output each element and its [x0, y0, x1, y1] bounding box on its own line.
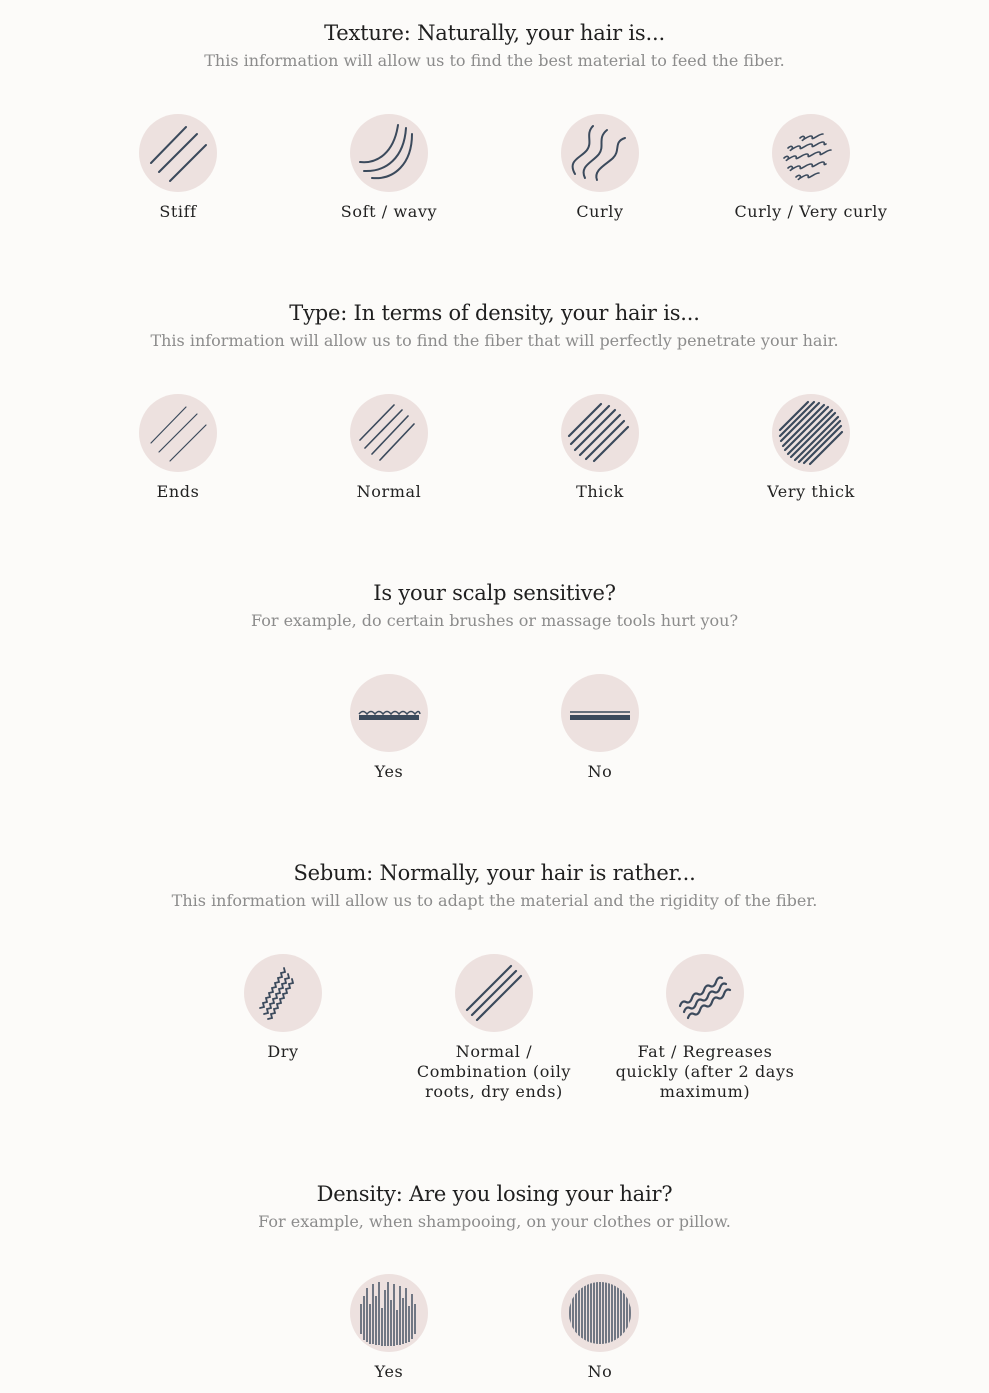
option-soft-wavy[interactable]: [294, 114, 484, 222]
density-question-title: Density: Are you losing your hair?: [316, 1182, 673, 1206]
option-label: Stiff: [159, 202, 197, 221]
option-label: Very thick: [767, 482, 855, 501]
option-loss-yes[interactable]: [294, 1274, 484, 1382]
curly-hair-icon: [561, 114, 639, 192]
full-hair-icon: [561, 1274, 639, 1352]
texture-question-title: Texture: Naturally, your hair is...: [324, 21, 665, 45]
density-question-subtitle: For example, when shampooing, on your clothes or pillow.: [258, 1212, 731, 1231]
scalp-question-title: Is your scalp sensitive?: [373, 581, 616, 605]
option-label: Normal / Combination (oily roots, dry ends): [416, 1042, 572, 1101]
sebum-question-subtitle: This information will allow us to adapt the material and the rigidity of the fiber.: [171, 891, 818, 910]
sebum-question-title: Sebum: Normally, your hair is rather...: [293, 861, 696, 885]
option-normal[interactable]: [294, 394, 484, 502]
density-question: [0, 1181, 989, 1233]
combination-hair-icon: [455, 954, 533, 1032]
texture-question: [0, 20, 989, 72]
option-label: Dry: [267, 1042, 299, 1061]
wavy-hair-icon: [350, 114, 428, 192]
fine-hair-icon: [139, 394, 217, 472]
sebum-question: [0, 860, 989, 912]
option-ends[interactable]: [83, 394, 273, 502]
option-label: Fat / Regreases quickly (after 2 days maximum): [615, 1042, 795, 1101]
normal-hair-icon: [350, 394, 428, 472]
option-label: Ends: [156, 482, 200, 501]
option-curly[interactable]: [505, 114, 695, 222]
option-very-curly[interactable]: [716, 114, 906, 222]
option-scalp-yes[interactable]: [294, 674, 484, 782]
dry-hair-icon: [244, 954, 322, 1032]
texture-question-subtitle: This information will allow us to find the best material to feed the fiber.: [204, 51, 785, 70]
option-label: Curly / Very curly: [734, 202, 888, 221]
thick-hair-icon: [561, 394, 639, 472]
option-oily[interactable]: [610, 954, 800, 1102]
option-label: Thick: [576, 482, 624, 501]
straight-hair-icon: [139, 114, 217, 192]
option-label: Curly: [576, 202, 624, 221]
option-stiff[interactable]: [83, 114, 273, 222]
very-curly-hair-icon: [772, 114, 850, 192]
option-label: Yes: [374, 1362, 404, 1381]
oily-hair-icon: [666, 954, 744, 1032]
type-question: [0, 300, 989, 352]
very-thick-hair-icon: [772, 394, 850, 472]
option-thick[interactable]: [505, 394, 695, 502]
option-scalp-no[interactable]: [505, 674, 695, 782]
option-combination[interactable]: [399, 954, 589, 1102]
normal-scalp-icon: [561, 674, 639, 752]
option-loss-no[interactable]: [505, 1274, 695, 1382]
option-label: Soft / wavy: [340, 202, 438, 221]
option-very-thick[interactable]: [716, 394, 906, 502]
option-label: Yes: [374, 762, 404, 781]
option-label: No: [587, 762, 613, 781]
option-label: No: [587, 1362, 613, 1381]
type-question-title: Type: In terms of density, your hair is...: [289, 301, 700, 325]
scalp-question-subtitle: For example, do certain brushes or massage tools hurt you?: [250, 611, 739, 630]
option-label: Normal: [356, 482, 422, 501]
type-question-subtitle: This information will allow us to find the fiber that will perfectly penetrate your hair.: [150, 331, 839, 350]
hair-loss-icon: [350, 1274, 428, 1352]
sensitive-scalp-icon: [350, 674, 428, 752]
scalp-question: [0, 580, 989, 632]
option-dry[interactable]: [188, 954, 378, 1062]
